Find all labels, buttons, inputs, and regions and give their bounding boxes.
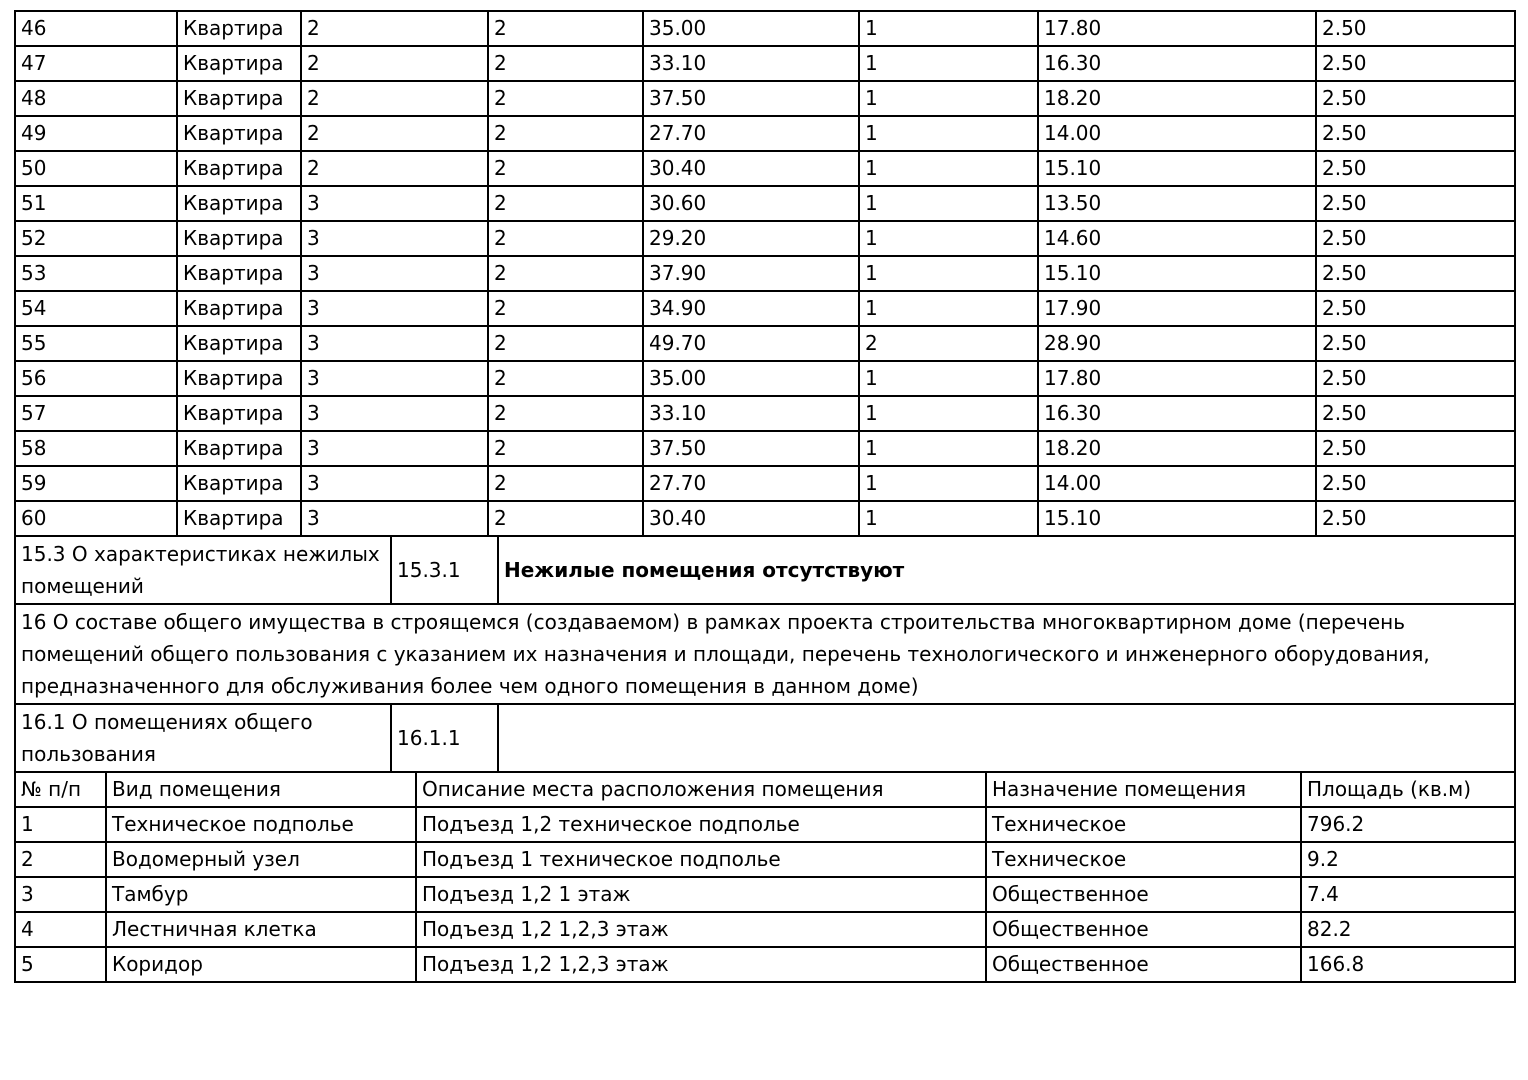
- common-area-row: [15, 912, 1515, 947]
- common-areas-header-kind: Вид помещения: [106, 772, 416, 807]
- apartment-row-cell-c3: 3: [301, 326, 488, 361]
- apartment-row-cell-c1: 52: [15, 221, 177, 256]
- apartment-row-cell-c7: 15.10: [1038, 151, 1316, 186]
- apartment-row-cell-c8: 2.50: [1316, 326, 1515, 361]
- apartment-row-cell-c1: 54: [15, 291, 177, 326]
- apartment-row: [15, 466, 1515, 501]
- common-area-row-cell-purpose: Техническое: [986, 842, 1301, 877]
- common-area-row-cell-area: 166.8: [1301, 947, 1515, 982]
- apartment-row: [15, 81, 1515, 116]
- apartment-row-cell-c5: 29.20: [643, 221, 859, 256]
- apartment-row-cell-c2: Квартира: [177, 396, 301, 431]
- apartment-row-cell-c4: 2: [488, 221, 643, 256]
- apartment-row-cell-c3: 3: [301, 501, 488, 536]
- apartment-row-cell-c3: 2: [301, 46, 488, 81]
- common-area-row-cell-area: 796.2: [1301, 807, 1515, 842]
- common-areas-header-area: Площадь (кв.м): [1301, 772, 1515, 807]
- common-areas-header-location: Описание места расположения помещения: [416, 772, 986, 807]
- apartment-row-cell-c8: 2.50: [1316, 361, 1515, 396]
- apartment-row-cell-c8: 2.50: [1316, 291, 1515, 326]
- apartment-row-cell-c3: 2: [301, 81, 488, 116]
- apartment-row-cell-c2: Квартира: [177, 81, 301, 116]
- apartment-row-cell-c4: 2: [488, 361, 643, 396]
- common-areas-body: [15, 807, 1515, 982]
- section-15-3-code: 15.3.1: [391, 536, 498, 604]
- apartment-row-cell-c2: Квартира: [177, 221, 301, 256]
- apartment-row-cell-c4: 2: [488, 431, 643, 466]
- common-area-row-cell-location: Подъезд 1,2 техническое подполье: [416, 807, 986, 842]
- apartment-row-cell-c6: 1: [859, 501, 1038, 536]
- apartment-row: [15, 11, 1515, 46]
- apartment-row-cell-c8: 2.50: [1316, 221, 1515, 256]
- section-15-3-body: [15, 536, 1515, 604]
- apartment-row-cell-c8: 2.50: [1316, 501, 1515, 536]
- apartment-row-cell-c3: 2: [301, 151, 488, 186]
- apartment-row-cell-c5: 37.50: [643, 81, 859, 116]
- apartment-row-cell-c3: 3: [301, 466, 488, 501]
- common-areas-header-num: № п/п: [15, 772, 106, 807]
- apartment-row-cell-c5: 30.60: [643, 186, 859, 221]
- apartment-row-cell-c4: 2: [488, 11, 643, 46]
- apartment-row-cell-c7: 13.50: [1038, 186, 1316, 221]
- apartment-row-cell-c5: 33.10: [643, 46, 859, 81]
- section-16-body: [15, 604, 1515, 704]
- apartment-row-cell-c5: 35.00: [643, 11, 859, 46]
- apartment-row-cell-c2: Квартира: [177, 291, 301, 326]
- apartment-row-cell-c4: 2: [488, 291, 643, 326]
- apartment-row: [15, 501, 1515, 536]
- common-area-row: [15, 877, 1515, 912]
- apartment-row-cell-c1: 47: [15, 46, 177, 81]
- apartment-row-cell-c8: 2.50: [1316, 466, 1515, 501]
- apartment-row-cell-c6: 1: [859, 81, 1038, 116]
- common-area-row-cell-purpose: Общественное: [986, 877, 1301, 912]
- common-area-row-cell-area: 7.4: [1301, 877, 1515, 912]
- apartment-row-cell-c4: 2: [488, 151, 643, 186]
- apartment-row-cell-c8: 2.50: [1316, 81, 1515, 116]
- apartment-row-cell-c7: 15.10: [1038, 256, 1316, 291]
- apartment-row-cell-c8: 2.50: [1316, 46, 1515, 81]
- apartment-row-cell-c1: 56: [15, 361, 177, 396]
- common-area-row-cell-num: 3: [15, 877, 106, 912]
- apartment-row-cell-c6: 1: [859, 186, 1038, 221]
- apartment-row-cell-c2: Квартира: [177, 186, 301, 221]
- apartment-row-cell-c6: 1: [859, 46, 1038, 81]
- apartment-row-cell-c5: 37.50: [643, 431, 859, 466]
- apartment-row-cell-c4: 2: [488, 116, 643, 151]
- apartment-row-cell-c6: 2: [859, 326, 1038, 361]
- apartment-row: [15, 221, 1515, 256]
- apartment-row-cell-c1: 51: [15, 186, 177, 221]
- apartment-row-cell-c3: 3: [301, 431, 488, 466]
- apartment-row-cell-c6: 1: [859, 466, 1038, 501]
- apartment-row-cell-c1: 57: [15, 396, 177, 431]
- apartment-row-cell-c4: 2: [488, 501, 643, 536]
- common-area-row-cell-kind: Техническое подполье: [106, 807, 416, 842]
- apartment-row: [15, 291, 1515, 326]
- apartment-row-cell-c8: 2.50: [1316, 186, 1515, 221]
- apartment-row-cell-c3: 3: [301, 186, 488, 221]
- common-area-row-cell-num: 2: [15, 842, 106, 877]
- apartment-row-cell-c1: 49: [15, 116, 177, 151]
- apartment-row-cell-c4: 2: [488, 81, 643, 116]
- apartment-row-cell-c7: 18.20: [1038, 81, 1316, 116]
- section-16-1-row: [15, 704, 1515, 772]
- apartment-row-cell-c7: 14.00: [1038, 116, 1316, 151]
- apartment-row-cell-c2: Квартира: [177, 501, 301, 536]
- apartment-row-cell-c7: 18.20: [1038, 431, 1316, 466]
- apartment-row-cell-c5: 27.70: [643, 466, 859, 501]
- apartment-row-cell-c3: 3: [301, 396, 488, 431]
- apartment-row-cell-c7: 16.30: [1038, 46, 1316, 81]
- apartment-row: [15, 151, 1515, 186]
- apartment-row-cell-c8: 2.50: [1316, 116, 1515, 151]
- common-area-row-cell-kind: Тамбур: [106, 877, 416, 912]
- apartment-row-cell-c2: Квартира: [177, 466, 301, 501]
- apartment-row: [15, 326, 1515, 361]
- section-15-3-table: [14, 535, 1516, 605]
- apartment-row-cell-c8: 2.50: [1316, 11, 1515, 46]
- section-16-1-table: [14, 703, 1516, 773]
- apartment-row: [15, 396, 1515, 431]
- common-areas-header: [15, 772, 1515, 807]
- apartment-row-cell-c4: 2: [488, 46, 643, 81]
- apartment-row-cell-c6: 1: [859, 291, 1038, 326]
- apartment-row-cell-c4: 2: [488, 186, 643, 221]
- apartment-row: [15, 186, 1515, 221]
- apartment-row-cell-c3: 2: [301, 11, 488, 46]
- apartment-row-cell-c1: 48: [15, 81, 177, 116]
- apartment-row: [15, 431, 1515, 466]
- apartment-row-cell-c2: Квартира: [177, 256, 301, 291]
- apartments-table: [14, 10, 1516, 537]
- common-area-row-cell-location: Подъезд 1,2 1 этаж: [416, 877, 986, 912]
- apartment-row: [15, 361, 1515, 396]
- apartment-row-cell-c2: Квартира: [177, 116, 301, 151]
- common-area-row-cell-purpose: Техническое: [986, 807, 1301, 842]
- apartment-row-cell-c1: 55: [15, 326, 177, 361]
- apartment-row-cell-c8: 2.50: [1316, 256, 1515, 291]
- apartment-row: [15, 116, 1515, 151]
- apartments-table-body: [15, 11, 1515, 536]
- apartment-row-cell-c7: 14.60: [1038, 221, 1316, 256]
- apartment-row-cell-c3: 3: [301, 221, 488, 256]
- apartment-row-cell-c6: 1: [859, 221, 1038, 256]
- apartment-row-cell-c2: Квартира: [177, 361, 301, 396]
- apartment-row: [15, 46, 1515, 81]
- common-area-row: [15, 947, 1515, 982]
- section-16-1-code: 16.1.1: [391, 704, 498, 772]
- section-16-1-body: [15, 704, 1515, 772]
- apartment-row-cell-c6: 1: [859, 396, 1038, 431]
- section-16-table: [14, 603, 1516, 705]
- common-area-row-cell-kind: Водомерный узел: [106, 842, 416, 877]
- apartment-row-cell-c5: 33.10: [643, 396, 859, 431]
- apartment-row-cell-c6: 1: [859, 11, 1038, 46]
- apartment-row-cell-c5: 30.40: [643, 151, 859, 186]
- common-areas-header-row: [15, 772, 1515, 807]
- apartment-row-cell-c2: Квартира: [177, 11, 301, 46]
- apartment-row-cell-c3: 3: [301, 361, 488, 396]
- common-area-row-cell-num: 1: [15, 807, 106, 842]
- section-15-3-row: [15, 536, 1515, 604]
- common-area-row: [15, 842, 1515, 877]
- section-15-3-label: 15.3 О характеристиках нежилых помещений: [15, 536, 391, 604]
- section-16-1-value: [498, 704, 1515, 772]
- apartment-row-cell-c5: 27.70: [643, 116, 859, 151]
- apartment-row-cell-c8: 2.50: [1316, 431, 1515, 466]
- common-area-row: [15, 807, 1515, 842]
- common-area-row-cell-location: Подъезд 1 техническое подполье: [416, 842, 986, 877]
- apartment-row-cell-c1: 60: [15, 501, 177, 536]
- section-16-1-label: 16.1 О помещениях общего пользования: [15, 704, 391, 772]
- apartment-row-cell-c4: 2: [488, 466, 643, 501]
- apartment-row-cell-c1: 58: [15, 431, 177, 466]
- apartment-row-cell-c6: 1: [859, 116, 1038, 151]
- section-16-row: [15, 604, 1515, 704]
- apartment-row-cell-c4: 2: [488, 396, 643, 431]
- apartment-row-cell-c8: 2.50: [1316, 396, 1515, 431]
- common-areas-table: [14, 771, 1516, 983]
- common-area-row-cell-location: Подъезд 1,2 1,2,3 этаж: [416, 912, 986, 947]
- common-area-row-cell-kind: Лестничная клетка: [106, 912, 416, 947]
- common-area-row-cell-purpose: Общественное: [986, 912, 1301, 947]
- apartment-row-cell-c3: 2: [301, 116, 488, 151]
- apartment-row-cell-c2: Квартира: [177, 326, 301, 361]
- apartment-row-cell-c6: 1: [859, 431, 1038, 466]
- apartment-row: [15, 256, 1515, 291]
- apartment-row-cell-c1: 59: [15, 466, 177, 501]
- apartment-row-cell-c6: 1: [859, 151, 1038, 186]
- apartment-row-cell-c2: Квартира: [177, 151, 301, 186]
- common-area-row-cell-purpose: Общественное: [986, 947, 1301, 982]
- apartment-row-cell-c8: 2.50: [1316, 151, 1515, 186]
- common-area-row-cell-area: 82.2: [1301, 912, 1515, 947]
- common-area-row-cell-num: 5: [15, 947, 106, 982]
- apartment-row-cell-c5: 34.90: [643, 291, 859, 326]
- section-15-3-value: Нежилые помещения отсутствуют: [498, 536, 1515, 604]
- apartment-row-cell-c4: 2: [488, 326, 643, 361]
- apartment-row-cell-c1: 46: [15, 11, 177, 46]
- apartment-row-cell-c2: Квартира: [177, 46, 301, 81]
- common-area-row-cell-location: Подъезд 1,2 1,2,3 этаж: [416, 947, 986, 982]
- common-area-row-cell-num: 4: [15, 912, 106, 947]
- apartment-row-cell-c5: 37.90: [643, 256, 859, 291]
- apartment-row-cell-c7: 15.10: [1038, 501, 1316, 536]
- apartment-row-cell-c7: 17.90: [1038, 291, 1316, 326]
- apartment-row-cell-c4: 2: [488, 256, 643, 291]
- common-areas-header-purpose: Назначение помещения: [986, 772, 1301, 807]
- apartment-row-cell-c7: 17.80: [1038, 11, 1316, 46]
- apartment-row-cell-c3: 3: [301, 256, 488, 291]
- apartment-row-cell-c5: 49.70: [643, 326, 859, 361]
- common-area-row-cell-area: 9.2: [1301, 842, 1515, 877]
- apartment-row-cell-c5: 30.40: [643, 501, 859, 536]
- apartment-row-cell-c7: 16.30: [1038, 396, 1316, 431]
- apartment-row-cell-c5: 35.00: [643, 361, 859, 396]
- apartment-row-cell-c7: 14.00: [1038, 466, 1316, 501]
- apartment-row-cell-c1: 50: [15, 151, 177, 186]
- apartment-row-cell-c1: 53: [15, 256, 177, 291]
- apartment-row-cell-c3: 3: [301, 291, 488, 326]
- apartment-row-cell-c2: Квартира: [177, 431, 301, 466]
- apartment-row-cell-c7: 28.90: [1038, 326, 1316, 361]
- apartment-row-cell-c6: 1: [859, 361, 1038, 396]
- common-area-row-cell-kind: Коридор: [106, 947, 416, 982]
- apartment-row-cell-c7: 17.80: [1038, 361, 1316, 396]
- apartment-row-cell-c6: 1: [859, 256, 1038, 291]
- section-16-text: 16 О составе общего имущества в строящемся (создаваемом) в рамках проекта строительства многоквартирном доме (перечень помещений общего пользования с указанием их назначения и площади, перечень технологического и инженерного оборудования, предназначенного для обслуживания более чем одного помещения в данном доме): [15, 604, 1515, 704]
